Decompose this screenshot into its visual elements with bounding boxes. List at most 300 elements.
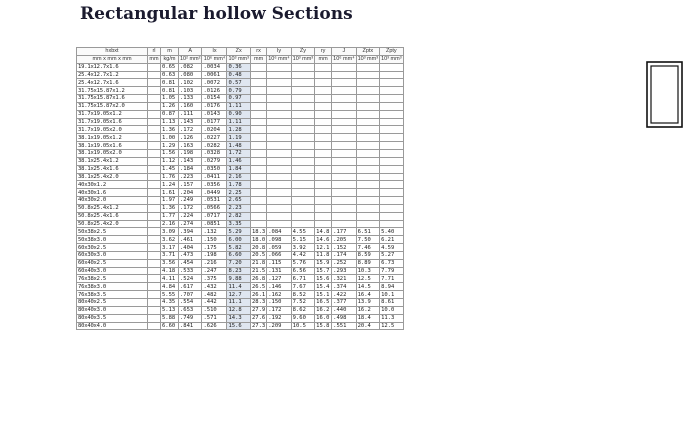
table-row <box>77 149 404 157</box>
value-cell <box>380 165 403 173</box>
table-row <box>77 299 404 307</box>
table-row <box>77 283 404 291</box>
value-cell <box>148 142 161 150</box>
header-cell: A <box>179 48 202 56</box>
value-cell <box>380 157 403 165</box>
value-cell: 12.7 <box>227 291 250 299</box>
value-cell <box>380 71 403 79</box>
section-designation-cell: 31.7x19.05x1.6 <box>77 118 148 126</box>
value-cell: .252 <box>332 259 356 267</box>
value-cell: .749 <box>179 314 202 322</box>
section-designation-cell: 31.7x19.05x1.2 <box>77 110 148 118</box>
section-designation-cell: 38.1x25.4x2.0 <box>77 173 148 181</box>
value-cell: 2.65 <box>227 197 250 205</box>
value-cell <box>148 306 161 314</box>
value-cell <box>291 71 314 79</box>
value-cell <box>356 87 379 95</box>
section-designation-cell: 25.4x12.7x1.6 <box>77 79 148 87</box>
value-cell: 5.40 <box>380 228 403 236</box>
value-cell: .0279 <box>202 157 227 165</box>
value-cell: 0.79 <box>227 87 250 95</box>
value-cell <box>267 118 291 126</box>
value-cell <box>250 118 266 126</box>
value-cell <box>267 157 291 165</box>
value-cell <box>148 181 161 189</box>
value-cell: 0.90 <box>227 110 250 118</box>
value-cell: 6.51 <box>356 228 379 236</box>
value-cell <box>267 173 291 181</box>
value-cell: .0350 <box>202 165 227 173</box>
value-cell: 6.71 <box>291 275 314 283</box>
value-cell: .162 <box>267 291 291 299</box>
value-cell: 26.8 <box>251 275 266 282</box>
value-cell: .150 <box>267 299 291 307</box>
value-cell <box>250 165 266 173</box>
section-designation-cell: 40x30x1.2 <box>77 181 148 189</box>
value-cell <box>380 79 403 87</box>
value-cell: 5.55 <box>161 291 179 299</box>
section-designation-cell: 38.1x19.05x2.0 <box>77 149 148 157</box>
value-cell: .223 <box>179 173 202 181</box>
value-cell: .454 <box>179 259 202 267</box>
table-row <box>77 306 404 314</box>
value-cell <box>148 165 161 173</box>
value-cell: 4.18 <box>161 267 179 275</box>
value-cell: .0282 <box>202 142 227 150</box>
header-cell: m <box>161 48 179 56</box>
value-cell <box>267 79 291 87</box>
value-cell <box>148 283 161 291</box>
section-designation-cell: 38.1x25.4x1.6 <box>77 165 148 173</box>
value-cell: 20.8 <box>251 244 266 251</box>
value-cell <box>267 189 291 197</box>
value-cell: .103 <box>179 87 202 95</box>
value-cell <box>332 134 356 142</box>
value-cell <box>250 189 266 197</box>
value-cell <box>332 102 356 110</box>
value-cell <box>267 220 291 228</box>
value-cell <box>332 212 356 220</box>
value-cell <box>332 126 356 134</box>
value-cell: .404 <box>179 244 202 252</box>
value-cell: 13.9 <box>356 299 379 307</box>
value-cell: 26.5 <box>251 283 266 290</box>
value-cell <box>356 149 379 157</box>
value-cell <box>380 95 403 103</box>
value-cell: 1.28 <box>227 126 250 134</box>
value-cell <box>315 173 332 181</box>
value-cell: 12.8 <box>227 306 250 314</box>
value-cell <box>380 181 403 189</box>
value-cell <box>315 87 332 95</box>
header-row <box>77 48 404 56</box>
value-cell: .321 <box>332 275 356 283</box>
value-cell: 7.50 <box>356 236 379 244</box>
value-cell <box>356 157 379 165</box>
value-cell: .066 <box>267 251 291 259</box>
value-cell <box>332 157 356 165</box>
value-cell <box>148 299 161 307</box>
value-cell <box>332 110 356 118</box>
value-cell <box>356 197 379 205</box>
table-row <box>77 267 404 275</box>
value-cell: .0227 <box>202 134 227 142</box>
value-cell <box>291 102 314 110</box>
value-cell: .0072 <box>202 79 227 87</box>
value-cell: 0.48 <box>227 71 250 79</box>
value-cell <box>148 79 161 87</box>
header-cell: hxbxt <box>77 48 148 56</box>
header-cell: 10³ mm³ <box>381 56 402 63</box>
value-cell <box>291 79 314 87</box>
value-cell: 8.59 <box>356 251 379 259</box>
value-cell <box>315 165 332 173</box>
value-cell: .216 <box>202 259 227 267</box>
value-cell: 15.6 <box>227 322 250 330</box>
value-cell <box>250 79 266 87</box>
value-cell: 6.00 <box>227 236 250 244</box>
value-cell: .132 <box>202 228 227 236</box>
value-cell: 1.36 <box>161 126 179 134</box>
value-cell <box>356 173 379 181</box>
section-designation-cell: 31.75x15.87x1.2 <box>77 87 148 95</box>
value-cell <box>380 118 403 126</box>
table-row <box>77 157 404 165</box>
value-cell: .707 <box>179 291 202 299</box>
value-cell: 6.60 <box>227 251 250 259</box>
value-cell <box>250 212 266 220</box>
value-cell <box>356 102 379 110</box>
value-cell: .0126 <box>202 87 227 95</box>
value-cell <box>291 212 314 220</box>
value-cell: 1.76 <box>161 173 179 181</box>
value-cell <box>380 110 403 118</box>
header-cell: 10⁶ mm⁴ <box>203 56 226 63</box>
value-cell: .247 <box>202 267 227 275</box>
value-cell: 4.55 <box>291 228 314 236</box>
value-cell: 8.62 <box>291 306 314 314</box>
value-cell <box>380 204 403 212</box>
value-cell: 16.4 <box>356 291 379 299</box>
value-cell: 10.1 <box>380 291 403 299</box>
header-cell: J <box>332 48 356 56</box>
value-cell <box>356 110 379 118</box>
value-cell: .0449 <box>202 189 227 197</box>
value-cell: .0411 <box>202 173 227 181</box>
value-cell: .184 <box>179 165 202 173</box>
section-designation-cell: 80x40x3.5 <box>77 314 148 322</box>
value-cell: .841 <box>179 322 202 330</box>
value-cell <box>332 181 356 189</box>
value-cell: 3.62 <box>161 236 179 244</box>
value-cell: 6.21 <box>380 236 403 244</box>
value-cell: 0.87 <box>161 110 179 118</box>
value-cell: .440 <box>332 306 356 314</box>
value-cell: .293 <box>332 267 356 275</box>
value-cell: .080 <box>179 71 202 79</box>
header-cell: 10² mm² <box>180 56 201 63</box>
value-cell: 5.29 <box>227 228 250 236</box>
table-row <box>77 181 404 189</box>
value-cell <box>148 204 161 212</box>
value-cell <box>315 189 332 197</box>
value-cell: 0.97 <box>227 95 250 103</box>
value-cell: 8.23 <box>227 267 250 275</box>
value-cell <box>148 189 161 197</box>
value-cell: 4.35 <box>161 299 179 307</box>
value-cell: .172 <box>179 126 202 134</box>
value-cell: 20.4 <box>356 322 379 330</box>
value-cell: 7.52 <box>291 299 314 307</box>
value-cell <box>148 134 161 142</box>
value-cell <box>250 181 266 189</box>
value-cell: .205 <box>332 236 356 244</box>
value-cell: 9.60 <box>291 314 314 322</box>
value-cell <box>380 126 403 134</box>
value-cell: 1.84 <box>227 165 250 173</box>
value-cell <box>291 126 314 134</box>
value-cell: .082 <box>179 63 202 71</box>
table-row <box>77 79 404 87</box>
section-designation-cell: 50.8x25.4x1.6 <box>77 212 148 220</box>
section-designation-cell: 80x40x3.0 <box>77 306 148 314</box>
value-cell: 15.9 <box>315 259 332 267</box>
value-cell: 0.63 <box>161 71 179 79</box>
value-cell: 1.78 <box>227 181 250 189</box>
value-cell <box>332 142 356 150</box>
value-cell <box>250 204 266 212</box>
table-row <box>77 204 404 212</box>
value-cell: .274 <box>179 220 202 228</box>
value-cell <box>315 102 332 110</box>
value-cell <box>291 134 314 142</box>
value-cell <box>291 204 314 212</box>
value-cell <box>148 244 161 252</box>
table-row <box>77 291 404 299</box>
value-cell: 14.6 <box>315 236 332 244</box>
value-cell: .0717 <box>202 212 227 220</box>
value-cell: 7.20 <box>227 259 250 267</box>
table-row <box>77 95 404 103</box>
value-cell: 0.57 <box>227 79 250 87</box>
value-cell <box>380 189 403 197</box>
table-row <box>77 228 404 236</box>
value-cell: .209 <box>267 322 291 330</box>
value-cell <box>315 220 332 228</box>
value-cell: 1.72 <box>227 149 250 157</box>
value-cell <box>148 259 161 267</box>
value-cell: 0.81 <box>161 79 179 87</box>
value-cell: .160 <box>179 102 202 110</box>
table-row <box>77 275 404 283</box>
value-cell: 1.61 <box>161 189 179 197</box>
value-cell <box>250 149 266 157</box>
value-cell <box>356 212 379 220</box>
section-designation-cell: 76x38x2.5 <box>77 275 148 283</box>
value-cell: .146 <box>267 283 291 291</box>
value-cell: .131 <box>267 267 291 275</box>
value-cell: 1.29 <box>161 142 179 150</box>
value-cell <box>356 134 379 142</box>
value-cell: .249 <box>179 197 202 205</box>
value-cell: .0177 <box>202 118 227 126</box>
table-row <box>77 259 404 267</box>
value-cell: 18.0 <box>251 236 266 243</box>
value-cell: 18.3 <box>251 228 266 235</box>
value-cell <box>250 71 266 79</box>
value-cell: .0328 <box>202 149 227 157</box>
value-cell <box>332 95 356 103</box>
table-row <box>77 189 404 197</box>
value-cell: 3.17 <box>161 244 179 252</box>
value-cell <box>332 118 356 126</box>
value-cell: 6.60 <box>161 322 179 330</box>
table-row <box>77 212 404 220</box>
value-cell <box>148 220 161 228</box>
header-cell: Zptx <box>356 48 379 56</box>
value-cell: .204 <box>179 189 202 197</box>
section-designation-cell: 38.1x19.05x1.6 <box>77 142 148 150</box>
value-cell <box>250 157 266 165</box>
section-designation-cell: 76x38x3.0 <box>77 283 148 291</box>
header-cell: 10³ mm³ <box>292 56 314 63</box>
value-cell: 7.71 <box>380 275 403 283</box>
value-cell: 1.11 <box>227 118 250 126</box>
value-cell <box>250 142 266 150</box>
value-cell: 9.88 <box>227 275 250 283</box>
value-cell <box>380 173 403 181</box>
value-cell <box>332 204 356 212</box>
value-cell <box>267 134 291 142</box>
value-cell: .374 <box>332 283 356 291</box>
value-cell: 5.13 <box>161 306 179 314</box>
section-designation-cell: 40x30x2.0 <box>77 197 148 205</box>
value-cell: 1.11 <box>227 102 250 110</box>
value-cell: 1.24 <box>161 181 179 189</box>
value-cell: 7.79 <box>380 267 403 275</box>
value-cell <box>332 173 356 181</box>
value-cell <box>267 63 291 71</box>
section-designation-cell: 38.1x25.4x1.2 <box>77 157 148 165</box>
value-cell <box>332 79 356 87</box>
table-row <box>77 126 404 134</box>
value-cell: 1.26 <box>161 102 179 110</box>
value-cell <box>315 142 332 150</box>
value-cell <box>332 220 356 228</box>
section-designation-cell: 25.4x12.7x1.2 <box>77 71 148 79</box>
value-cell <box>250 95 266 103</box>
value-cell <box>250 110 266 118</box>
value-cell <box>291 197 314 205</box>
value-cell: 28.3 <box>251 299 266 306</box>
value-cell: 27.9 <box>251 307 266 314</box>
header-cell: Zx <box>227 48 250 56</box>
value-cell: 1.46 <box>227 157 250 165</box>
table-row <box>77 165 404 173</box>
section-designation-cell: 80x40x2.5 <box>77 299 148 307</box>
header-cell: Zpty <box>380 48 403 56</box>
value-cell: 2.82 <box>227 212 250 220</box>
value-cell: 21.5 <box>251 268 266 275</box>
value-cell: .0851 <box>202 220 227 228</box>
value-cell <box>332 197 356 205</box>
value-cell <box>380 220 403 228</box>
table-row <box>77 197 404 205</box>
value-cell <box>148 110 161 118</box>
value-cell <box>250 87 266 95</box>
header-cell: rx <box>250 48 266 56</box>
value-cell: .098 <box>267 236 291 244</box>
value-cell: 14.5 <box>356 283 379 291</box>
value-cell: .175 <box>202 244 227 252</box>
value-cell <box>356 79 379 87</box>
section-designation-cell: 40x30x1.6 <box>77 189 148 197</box>
value-cell: 1.19 <box>227 134 250 142</box>
value-cell <box>250 102 266 110</box>
value-cell: 16.2 <box>315 306 332 314</box>
section-designation-cell: 50.8x25.4x1.2 <box>77 204 148 212</box>
value-cell: .133 <box>179 95 202 103</box>
value-cell: 27.3 <box>251 322 266 329</box>
value-cell <box>356 204 379 212</box>
value-cell: .422 <box>332 291 356 299</box>
value-cell <box>291 173 314 181</box>
header-cell: 10⁶ mm⁴ <box>333 56 355 63</box>
value-cell <box>291 110 314 118</box>
value-cell <box>315 149 332 157</box>
value-cell: .377 <box>332 299 356 307</box>
value-cell <box>356 220 379 228</box>
value-cell <box>148 118 161 126</box>
value-cell <box>380 102 403 110</box>
value-cell: 2.16 <box>161 220 179 228</box>
value-cell <box>315 95 332 103</box>
header-row <box>77 55 404 63</box>
section-designation-cell: 80x40x4.0 <box>77 322 148 330</box>
value-cell <box>332 71 356 79</box>
section-designation-cell: 60x40x2.5 <box>77 259 148 267</box>
section-designation-cell: 31.7x19.05x2.0 <box>77 126 148 134</box>
value-cell: .150 <box>202 236 227 244</box>
value-cell: .126 <box>179 134 202 142</box>
value-cell: .394 <box>179 228 202 236</box>
value-cell: 11.3 <box>380 314 403 322</box>
header-cell: Ix <box>202 48 227 56</box>
value-cell: .653 <box>179 306 202 314</box>
value-cell: 1.48 <box>227 142 250 150</box>
section-designation-cell: 50x38x2.5 <box>77 228 148 236</box>
value-cell: 18.4 <box>356 314 379 322</box>
value-cell: 10.5 <box>291 322 314 330</box>
value-cell: 1.12 <box>161 157 179 165</box>
value-cell: 6.73 <box>380 259 403 267</box>
value-cell: 14.3 <box>227 314 250 322</box>
value-cell <box>315 181 332 189</box>
value-cell: .473 <box>179 251 202 259</box>
table-row <box>77 314 404 322</box>
table-row <box>77 134 404 142</box>
value-cell <box>148 87 161 95</box>
value-cell <box>315 126 332 134</box>
value-cell <box>250 197 266 205</box>
value-cell <box>291 149 314 157</box>
table-row <box>77 173 404 181</box>
value-cell <box>332 63 356 71</box>
value-cell <box>250 220 266 228</box>
table-row <box>77 236 404 244</box>
value-cell <box>148 126 161 134</box>
value-cell: .0356 <box>202 181 227 189</box>
